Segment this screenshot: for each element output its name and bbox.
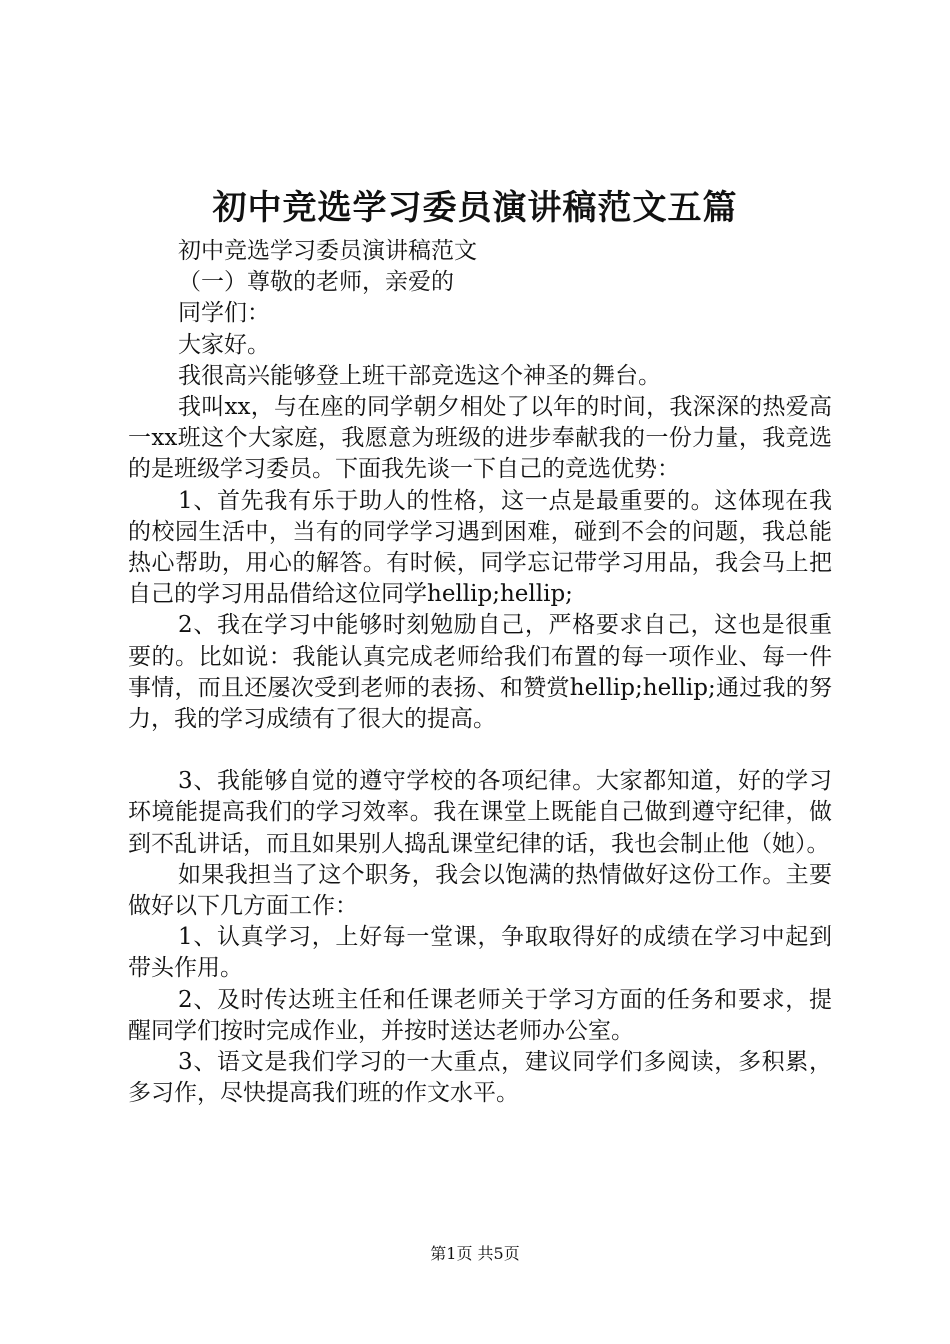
paragraph-advantage-1: 1、首先我有乐于助人的性格，这一点是最重要的。这体现在我的校园生活中，当有的同学学习遇到困难，碰到不会的问题，我总能热心帮助，用心的解答。有时候，同学忘记带学习用品，我会马上把自己的学习用品借给这位同学hellip;hellip; (128, 487, 832, 608)
paragraph-gap (128, 735, 832, 766)
intro-line: 我很高兴能够登上班干部竞选这个神圣的舞台。 (178, 362, 661, 389)
document-body (128, 236, 832, 1109)
paragraph-advantage-3: 3、我能够自觉的遵守学校的各项纪律。大家都知道，好的学习环境能提高我们的学习效率。我在课堂上既能自己做到遵守纪律，做到不乱讲话，而且如果别人捣乱课堂纪律的话，我也会制止他（她）。 (128, 768, 832, 857)
page-number: 第1页 共5页 (430, 1244, 520, 1263)
paragraph-plan-intro: 如果我担当了这个职务，我会以饱满的热情做好这份工作。主要做好以下几方面工作： (128, 861, 832, 919)
paragraph-plan-2: 2、及时传达班主任和任课老师关于学习方面的任务和要求，提醒同学们按时完成作业，并按时送达老师办公室。 (128, 986, 832, 1044)
paragraph-plan-3: 3、语文是我们学习的一大重点，建议同学们多阅读，多积累，多习作，尽快提高我们班的作文水平。 (128, 1049, 832, 1107)
paragraph-advantage-2: 2、我在学习中能够时刻勉励自己，严格要求自己，这也是很重要的。比如说：我能认真完成老师给我们布置的每一项作业、每一件事情，而且还屡次受到老师的表扬、和赞赏hellip;hellip;通过我的努力，我的学习成绩有了很大的提高。 (128, 612, 832, 732)
paragraph-self-intro: 我叫xx，与在座的同学朝夕相处了以年的时间，我深深的热爱高一xx班这个大家庭，我愿意为班级的进步奉献我的一份力量，我竞选的是班级学习委员。下面我先谈一下自己的竞选优势： (128, 393, 832, 483)
greeting-line: 同学们： (178, 300, 270, 327)
subtitle-line: 初中竞选学习委员演讲稿范文 (178, 238, 477, 264)
document-title: 初中竞选学习委员演讲稿范文五篇 (212, 188, 738, 228)
hello-line: 大家好。 (178, 331, 270, 358)
greeting-line: （一）尊敬的老师，亲爱的 (178, 269, 454, 296)
paragraph-plan-1: 1、认真学习，上好每一堂课，争取取得好的成绩在学习中起到带头作用。 (128, 924, 832, 982)
